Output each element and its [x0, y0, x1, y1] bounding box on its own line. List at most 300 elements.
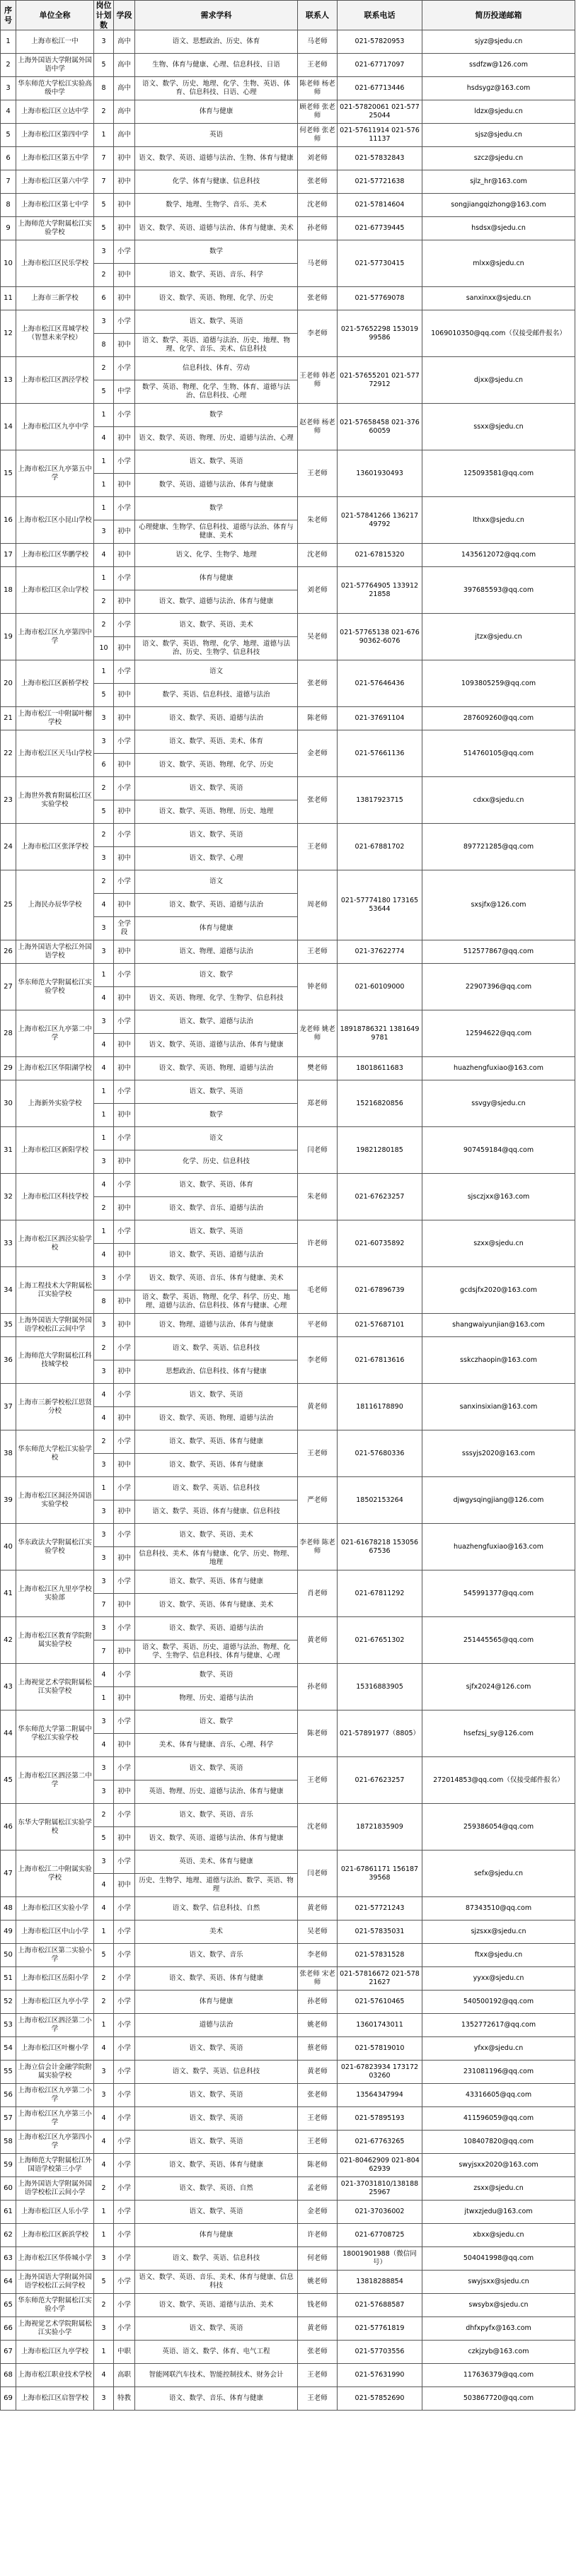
- plan-count: 3: [94, 30, 114, 54]
- required-subjects: 语文、数学: [135, 964, 298, 987]
- contact-phone: 021-57835031: [338, 1921, 422, 1944]
- row-number: 9: [1, 217, 16, 240]
- required-subjects: 语文、数学、英语、音乐: [135, 1804, 298, 1827]
- plan-count: 3: [94, 2387, 114, 2411]
- plan-count: 8: [94, 334, 114, 357]
- org-name: 上海新外实验学校: [16, 1080, 94, 1127]
- contact-person: 朱老师: [298, 497, 338, 544]
- plan-count: 1: [94, 450, 114, 474]
- required-subjects: 语文、数学、英语、信息科技: [135, 1477, 298, 1500]
- school-stage: 小学: [114, 1477, 135, 1500]
- school-stage: 初中: [114, 520, 135, 544]
- contact-phone: 021-67717097: [338, 54, 422, 77]
- contact-person: 王老师: [298, 1757, 338, 1804]
- plan-count: 7: [94, 1594, 114, 1617]
- school-stage: 初中: [114, 637, 135, 660]
- org-name: 上海市松江一中附属叶榭学校: [16, 707, 94, 730]
- school-stage: 初中: [114, 894, 135, 917]
- contact-phone: 021-57661136: [338, 730, 422, 777]
- org-name: 上海市松江区九亭小学: [16, 1991, 94, 2014]
- required-subjects: 语文、英语、物理、化学、生物学、信息科技: [135, 987, 298, 1010]
- school-stage: 初中: [114, 707, 135, 730]
- plan-count: 2: [94, 357, 114, 380]
- plan-count: 1: [94, 1220, 114, 1244]
- row-number: 59: [1, 2154, 16, 2177]
- plan-count: 3: [94, 1314, 114, 1337]
- school-stage: 初中: [114, 1687, 135, 1710]
- org-name: 上海市松江区佘山学校: [16, 567, 94, 614]
- required-subjects: 数学、英语、物理、化学、生物、体育、道德与法治、信息科技、心理: [135, 380, 298, 404]
- contact-phone: 18918786321 13816499781: [338, 1010, 422, 1057]
- required-subjects: 语文、数学、英语、体育与健康、美术: [135, 1594, 298, 1617]
- header-email: 简历投递邮箱: [422, 1, 575, 30]
- table-row: [1, 1570, 575, 1594]
- org-name: 上海市松江区九亭学校: [16, 2341, 94, 2364]
- resume-email: songjiangqizhong@163.com: [422, 194, 575, 217]
- contact-person: 黄老师: [298, 2317, 338, 2341]
- table-row: [1, 1967, 575, 1991]
- org-name: 东华大学附属松江实验学校: [16, 1804, 94, 1851]
- contact-phone: 021-57687101: [338, 1314, 422, 1337]
- contact-person: 姚老师: [298, 2271, 338, 2294]
- contact-person: 王老师 韩老师: [298, 357, 338, 404]
- required-subjects: 语文、数学、英语、体育与健康、信息科技: [135, 1500, 298, 1524]
- resume-email: 251445565@qq.com: [422, 1617, 575, 1664]
- required-subjects: 语文、数学、英语、历史、道德与法治、物理、化学、生物学、信息科技、体育与健康、心理: [135, 1640, 298, 1664]
- contact-person: 赵老师 杨老师: [298, 404, 338, 450]
- header-org: 单位全称: [16, 1, 94, 30]
- contact-person: 龙老师 姚老师: [298, 1010, 338, 1057]
- contact-person: 许老师: [298, 1220, 338, 1267]
- contact-phone: 18018611683: [338, 1057, 422, 1080]
- required-subjects: 语文、数学、英语、美术: [135, 614, 298, 637]
- contact-person: 陈老师: [298, 1710, 338, 1757]
- plan-count: 2: [94, 2294, 114, 2317]
- org-name: 上海市松江区洞泾外国语实验学校: [16, 1477, 94, 1524]
- plan-count: 6: [94, 754, 114, 777]
- plan-count: 1: [94, 2014, 114, 2037]
- contact-phone: 021-57721638: [338, 170, 422, 194]
- plan-count: 4: [94, 1384, 114, 1407]
- org-name: 上海市松江区立达中学: [16, 100, 94, 124]
- org-name: 上海市松江区科技学校: [16, 1174, 94, 1220]
- contact-phone: 021-67881702: [338, 824, 422, 870]
- contact-person: 沈老师: [298, 194, 338, 217]
- resume-email: 504041998@qq.com: [422, 2247, 575, 2271]
- table-row: [1, 1921, 575, 1944]
- required-subjects: 语文、数学、英语、音乐、美术、体育与健康、信息科技: [135, 2271, 298, 2294]
- contact-phone: 021-57646436: [338, 660, 422, 707]
- required-subjects: 语文、数学、英语、物理、道德与法治: [135, 1057, 298, 1080]
- plan-count: 4: [94, 1897, 114, 1921]
- school-stage: 小学: [114, 357, 135, 380]
- row-number: 49: [1, 1921, 16, 1944]
- contact-phone: 021-67811292: [338, 1570, 422, 1617]
- table-row: [1, 614, 575, 637]
- table-row: [1, 1174, 575, 1197]
- contact-person: 闫老师: [298, 1851, 338, 1897]
- table-row: [1, 870, 575, 894]
- contact-phone: 021-57730415: [338, 240, 422, 287]
- resume-email: ssdfzw@126.com: [422, 54, 575, 77]
- table-row: [1, 1314, 575, 1337]
- table-row: [1, 1991, 575, 2014]
- required-subjects: 道德与法治: [135, 2014, 298, 2037]
- required-subjects: 语文、数学、英语、道德与法治、历史、地理、物理、化学、音乐、美术、信息科技: [135, 334, 298, 357]
- org-name: 上海市松江区九亭中学: [16, 404, 94, 450]
- org-name: 上海市松江区九亭第五中学: [16, 450, 94, 497]
- contact-phone: 021-67896739: [338, 1267, 422, 1314]
- row-number: 12: [1, 310, 16, 357]
- plan-count: 3: [94, 1267, 114, 1290]
- plan-count: 1: [94, 964, 114, 987]
- row-number: 7: [1, 170, 16, 194]
- school-stage: 高职: [114, 2364, 135, 2387]
- org-name: 上海市松江区第六中学: [16, 170, 94, 194]
- school-stage: 小学: [114, 310, 135, 334]
- contact-person: 李老师: [298, 310, 338, 357]
- row-number: 54: [1, 2037, 16, 2061]
- resume-email: 512577867@qq.com: [422, 940, 575, 964]
- table-row: [1, 2341, 575, 2364]
- plan-count: 1: [94, 2224, 114, 2247]
- row-number: 48: [1, 1897, 16, 1921]
- row-number: 20: [1, 660, 16, 707]
- school-stage: 初中: [114, 1734, 135, 1757]
- resume-email: djwgysqingjiang@126.com: [422, 1477, 575, 1524]
- row-number: 23: [1, 777, 16, 824]
- required-subjects: 语文、数学、英语: [135, 777, 298, 800]
- table-row: [1, 2154, 575, 2177]
- plan-count: 4: [94, 2131, 114, 2154]
- row-number: 17: [1, 544, 16, 567]
- contact-phone: 021-57831528: [338, 1944, 422, 1967]
- plan-count: 4: [94, 2154, 114, 2177]
- resume-email: hsdsx@sjedu.cn: [422, 217, 575, 240]
- row-number: 37: [1, 1384, 16, 1430]
- org-name: 华东政法大学附属松江实验学校: [16, 1524, 94, 1570]
- org-name: 上海工程技术大学附属松江实验学校: [16, 1267, 94, 1314]
- required-subjects: 语文、化学、生物学、地理: [135, 544, 298, 567]
- contact-person: 王老师: [298, 2131, 338, 2154]
- org-name: 上海师范大学附属松江科技城学校: [16, 1337, 94, 1384]
- org-name: 上海市松江区泗泾学校: [16, 357, 94, 404]
- table-row: [1, 1664, 575, 1687]
- row-number: 30: [1, 1080, 16, 1127]
- required-subjects: 语文、数学、英语、体育与健康: [135, 2154, 298, 2177]
- table-row: [1, 124, 575, 147]
- required-subjects: 语文: [135, 660, 298, 684]
- table-row: [1, 287, 575, 310]
- row-number: 36: [1, 1337, 16, 1384]
- table-row: [1, 2061, 575, 2084]
- school-stage: 初中: [114, 987, 135, 1010]
- resume-email: 125093581@qq.com: [422, 450, 575, 497]
- contact-person: 王老师: [298, 2107, 338, 2131]
- table-row: [1, 1757, 575, 1781]
- resume-email: 907459184@qq.com: [422, 1127, 575, 1174]
- row-number: 2: [1, 54, 16, 77]
- header-stage: 学段: [114, 1, 135, 30]
- org-name: 上海视觉艺术学院附属松江实验小学: [16, 2317, 94, 2341]
- contact-phone: 021-67713446: [338, 77, 422, 100]
- plan-count: 5: [94, 194, 114, 217]
- resume-email: djxx@sjedu.cn: [422, 357, 575, 404]
- plan-count: 3: [94, 2317, 114, 2341]
- contact-person: 陈老师: [298, 707, 338, 730]
- contact-person: 吴老师: [298, 614, 338, 660]
- table-row: [1, 2131, 575, 2154]
- required-subjects: 语文、数学、英语: [135, 2107, 298, 2131]
- table-row: [1, 1127, 575, 1150]
- school-stage: 中职: [114, 2341, 135, 2364]
- row-number: 31: [1, 1127, 16, 1174]
- required-subjects: 语文、数学、英语、道德与法治: [135, 1617, 298, 1640]
- table-row: [1, 2037, 575, 2061]
- required-subjects: 数学: [135, 240, 298, 264]
- required-subjects: 数学: [135, 1104, 298, 1127]
- school-stage: 初中: [114, 1197, 135, 1220]
- required-subjects: 数学: [135, 497, 298, 520]
- school-stage: 小学: [114, 1664, 135, 1687]
- required-subjects: 语文: [135, 870, 298, 894]
- required-subjects: 语文、数学、英语、道德与法治、体育与健康: [135, 1034, 298, 1057]
- row-number: 41: [1, 1570, 16, 1617]
- contact-phone: 021-60735892: [338, 1220, 422, 1267]
- contact-phone: 18502153264: [338, 1477, 422, 1524]
- resume-email: 287609260@qq.com: [422, 707, 575, 730]
- plan-count: 4: [94, 1244, 114, 1267]
- required-subjects: 语文、数学、英语、体育与健康: [135, 1430, 298, 1454]
- contact-phone: 021-57611914 021-57611137: [338, 124, 422, 147]
- row-number: 13: [1, 357, 16, 404]
- org-name: 上海市松江区第五中学: [16, 147, 94, 170]
- school-stage: 小学: [114, 1851, 135, 1874]
- table-row: [1, 1710, 575, 1734]
- plan-count: 1: [94, 2201, 114, 2224]
- resume-email: 1352772617@qq.com: [422, 2014, 575, 2037]
- school-stage: 初中: [114, 1034, 135, 1057]
- org-name: 上海市松江区教育学院附属实验学校: [16, 1617, 94, 1664]
- school-stage: 小学: [114, 730, 135, 754]
- plan-count: 7: [94, 170, 114, 194]
- school-stage: 初中: [114, 334, 135, 357]
- resume-email: 514760105@qq.com: [422, 730, 575, 777]
- row-number: 6: [1, 147, 16, 170]
- org-name: 上海市松江二中附属实验学校: [16, 1851, 94, 1897]
- school-stage: 初中: [114, 170, 135, 194]
- required-subjects: 语文、数学、音乐、道德与法治: [135, 1197, 298, 1220]
- row-number: 5: [1, 124, 16, 147]
- school-stage: 全学段: [114, 917, 135, 940]
- row-number: 43: [1, 1664, 16, 1710]
- required-subjects: 语文、数学、英语、物理、历史、地理: [135, 800, 298, 824]
- plan-count: 3: [94, 1454, 114, 1477]
- plan-count: 2: [94, 1197, 114, 1220]
- table-row: [1, 2247, 575, 2271]
- resume-email: 43316605@qq.com: [422, 2084, 575, 2107]
- school-stage: 初中: [114, 1500, 135, 1524]
- required-subjects: 语文、数学、英语、道德与法治: [135, 1244, 298, 1267]
- contact-person: 刘老师: [298, 567, 338, 614]
- table-row: [1, 497, 575, 520]
- required-subjects: 数学、英语、信息科技、道德与法治: [135, 684, 298, 707]
- contact-phone: 021-67763265: [338, 2131, 422, 2154]
- header-subjects: 需求学科: [135, 1, 298, 30]
- org-name: 上海市松江区民乐学校: [16, 240, 94, 287]
- row-number: 18: [1, 567, 16, 614]
- required-subjects: 英语、语文、数学、体育、电气工程: [135, 2341, 298, 2364]
- table-row: [1, 940, 575, 964]
- required-subjects: 语文、数学、英语: [135, 2201, 298, 2224]
- resume-email: 397685593@qq.com: [422, 567, 575, 614]
- contact-phone: 021-67739445: [338, 217, 422, 240]
- resume-email: ssxx@sjedu.cn: [422, 404, 575, 450]
- school-stage: 初中: [114, 590, 135, 614]
- plan-count: 4: [94, 1174, 114, 1197]
- required-subjects: 语文、数学、信息科技、自然: [135, 1897, 298, 1921]
- resume-email: dhfxpyfx@163.com: [422, 2317, 575, 2341]
- org-name: 上海市松江区泗泾实验学校: [16, 1220, 94, 1267]
- contact-person: 王老师: [298, 940, 338, 964]
- contact-person: 肖老师: [298, 1570, 338, 1617]
- table-row: [1, 2084, 575, 2107]
- table-row: [1, 2224, 575, 2247]
- resume-email: szcz@sjedu.cn: [422, 147, 575, 170]
- org-name: 上海市松江区泗泾第二小学: [16, 2014, 94, 2037]
- contact-phone: 021-37036002: [338, 2201, 422, 2224]
- org-name: 上海市松江区岳阳小学: [16, 1967, 94, 1991]
- table-row: [1, 240, 575, 264]
- row-number: 4: [1, 100, 16, 124]
- row-number: 27: [1, 964, 16, 1010]
- required-subjects: 美术: [135, 1921, 298, 1944]
- resume-email: sjyz@sjedu.cn: [422, 30, 575, 54]
- table-row: [1, 824, 575, 847]
- row-number: 40: [1, 1524, 16, 1570]
- table-row: [1, 2177, 575, 2201]
- contact-person: 张老师: [298, 660, 338, 707]
- required-subjects: 语文、数学、英语、物理、道德与法治: [135, 1407, 298, 1430]
- plan-count: 1: [94, 1921, 114, 1944]
- plan-count: 3: [94, 940, 114, 964]
- required-subjects: 历史、生物学、地理、道德与法治、数学、英语、物理: [135, 1874, 298, 1897]
- required-subjects: 语文、数学、英语: [135, 824, 298, 847]
- row-number: 26: [1, 940, 16, 964]
- contact-person: 张老师: [298, 2341, 338, 2364]
- resume-email: 108407820@qq.com: [422, 2131, 575, 2154]
- contact-person: 陈老师: [298, 2154, 338, 2177]
- table-row: [1, 1430, 575, 1454]
- plan-count: 2: [94, 614, 114, 637]
- required-subjects: 思想政治、信息科技、体育与健康: [135, 1360, 298, 1384]
- required-subjects: 语文、数学、英语、自然: [135, 2177, 298, 2201]
- required-subjects: 语文、数学、音乐: [135, 1944, 298, 1967]
- contact-phone: 021-57658458 021-37660059: [338, 404, 422, 450]
- table-row: [1, 450, 575, 474]
- table-row: [1, 1897, 575, 1921]
- school-stage: 初中: [114, 1244, 135, 1267]
- contact-person: 蔡老师: [298, 2037, 338, 2061]
- required-subjects: 语文、数学、道德与法治、体育与健康: [135, 590, 298, 614]
- required-subjects: 数学、英语、道德与法治、体育与健康: [135, 474, 298, 497]
- resume-email: 540500192@qq.com: [422, 1991, 575, 2014]
- school-stage: 初中: [114, 1781, 135, 1804]
- school-stage: 小学: [114, 1921, 135, 1944]
- org-name: 上海市松江区小昆山学校: [16, 497, 94, 544]
- table-row: [1, 964, 575, 987]
- table-row: [1, 217, 575, 240]
- resume-email: 22907396@qq.com: [422, 964, 575, 1010]
- contact-phone: 13817923715: [338, 777, 422, 824]
- required-subjects: 心理健康、生物学、信息科技、道德与法治、体育与健康、美术: [135, 520, 298, 544]
- plan-count: 3: [94, 520, 114, 544]
- required-subjects: 语文、数学、英语、道德与法治、美术: [135, 2294, 298, 2317]
- contact-person: 陈老师 杨老师: [298, 77, 338, 100]
- contact-person: 黄老师: [298, 2061, 338, 2084]
- required-subjects: 数学: [135, 404, 298, 427]
- table-row: [1, 1057, 575, 1080]
- resume-email: gcdsjfx2020@163.com: [422, 1267, 575, 1314]
- resume-email: sjzsxx@sjedu.cn: [422, 1921, 575, 1944]
- plan-count: 1: [94, 660, 114, 684]
- contact-person: 张老师: [298, 2084, 338, 2107]
- table-row: [1, 1220, 575, 1244]
- school-stage: 初中: [114, 544, 135, 567]
- row-number: 35: [1, 1314, 16, 1337]
- resume-email: sssyjs2020@163.com: [422, 1430, 575, 1477]
- required-subjects: 语文、数学、英语、体育与健康: [135, 1454, 298, 1477]
- plan-count: 1: [94, 567, 114, 590]
- row-number: 47: [1, 1851, 16, 1897]
- required-subjects: 语文、数学、英语、物理、化学、地理、道德与法治、历史、生物学、信息科技: [135, 637, 298, 660]
- table-row: [1, 194, 575, 217]
- contact-person: 王老师: [298, 450, 338, 497]
- plan-count: 3: [94, 1570, 114, 1594]
- header-count: 岗位计划数: [94, 1, 114, 30]
- required-subjects: 语文、物理、道德与法治、体育与健康: [135, 1314, 298, 1337]
- required-subjects: 智能网联汽车技术、智能控制技术、财务会计: [135, 2364, 298, 2387]
- resume-email: czkjzyb@163.com: [422, 2341, 575, 2364]
- school-stage: 小学: [114, 1010, 135, 1034]
- org-name: 上海视觉艺术学院附属松江实验学校: [16, 1664, 94, 1710]
- plan-count: 5: [94, 2271, 114, 2294]
- table-row: [1, 147, 575, 170]
- plan-count: 7: [94, 147, 114, 170]
- resume-email: 272014853@qq.com（仅接受邮件报名）: [422, 1757, 575, 1804]
- school-stage: 初中: [114, 427, 135, 450]
- contact-phone: 021-37622774: [338, 940, 422, 964]
- table-row: [1, 310, 575, 334]
- row-number: 3: [1, 77, 16, 100]
- plan-count: 3: [94, 1150, 114, 1174]
- contact-person: 李老师: [298, 1337, 338, 1384]
- table-row: [1, 1337, 575, 1360]
- school-stage: 高中: [114, 124, 135, 147]
- contact-person: 黄老师: [298, 1384, 338, 1430]
- school-stage: 小学: [114, 2201, 135, 2224]
- table-row: [1, 707, 575, 730]
- required-subjects: 语文、数学、英语、物理、化学、历史: [135, 754, 298, 777]
- table-row: [1, 2271, 575, 2294]
- school-stage: 小学: [114, 1267, 135, 1290]
- resume-email: 12594622@qq.com: [422, 1010, 575, 1057]
- contact-phone: 021-67623257: [338, 1174, 422, 1220]
- plan-count: 4: [94, 1407, 114, 1430]
- row-number: 58: [1, 2131, 16, 2154]
- school-stage: 初中: [114, 1454, 135, 1477]
- contact-person: 沈老师: [298, 1804, 338, 1851]
